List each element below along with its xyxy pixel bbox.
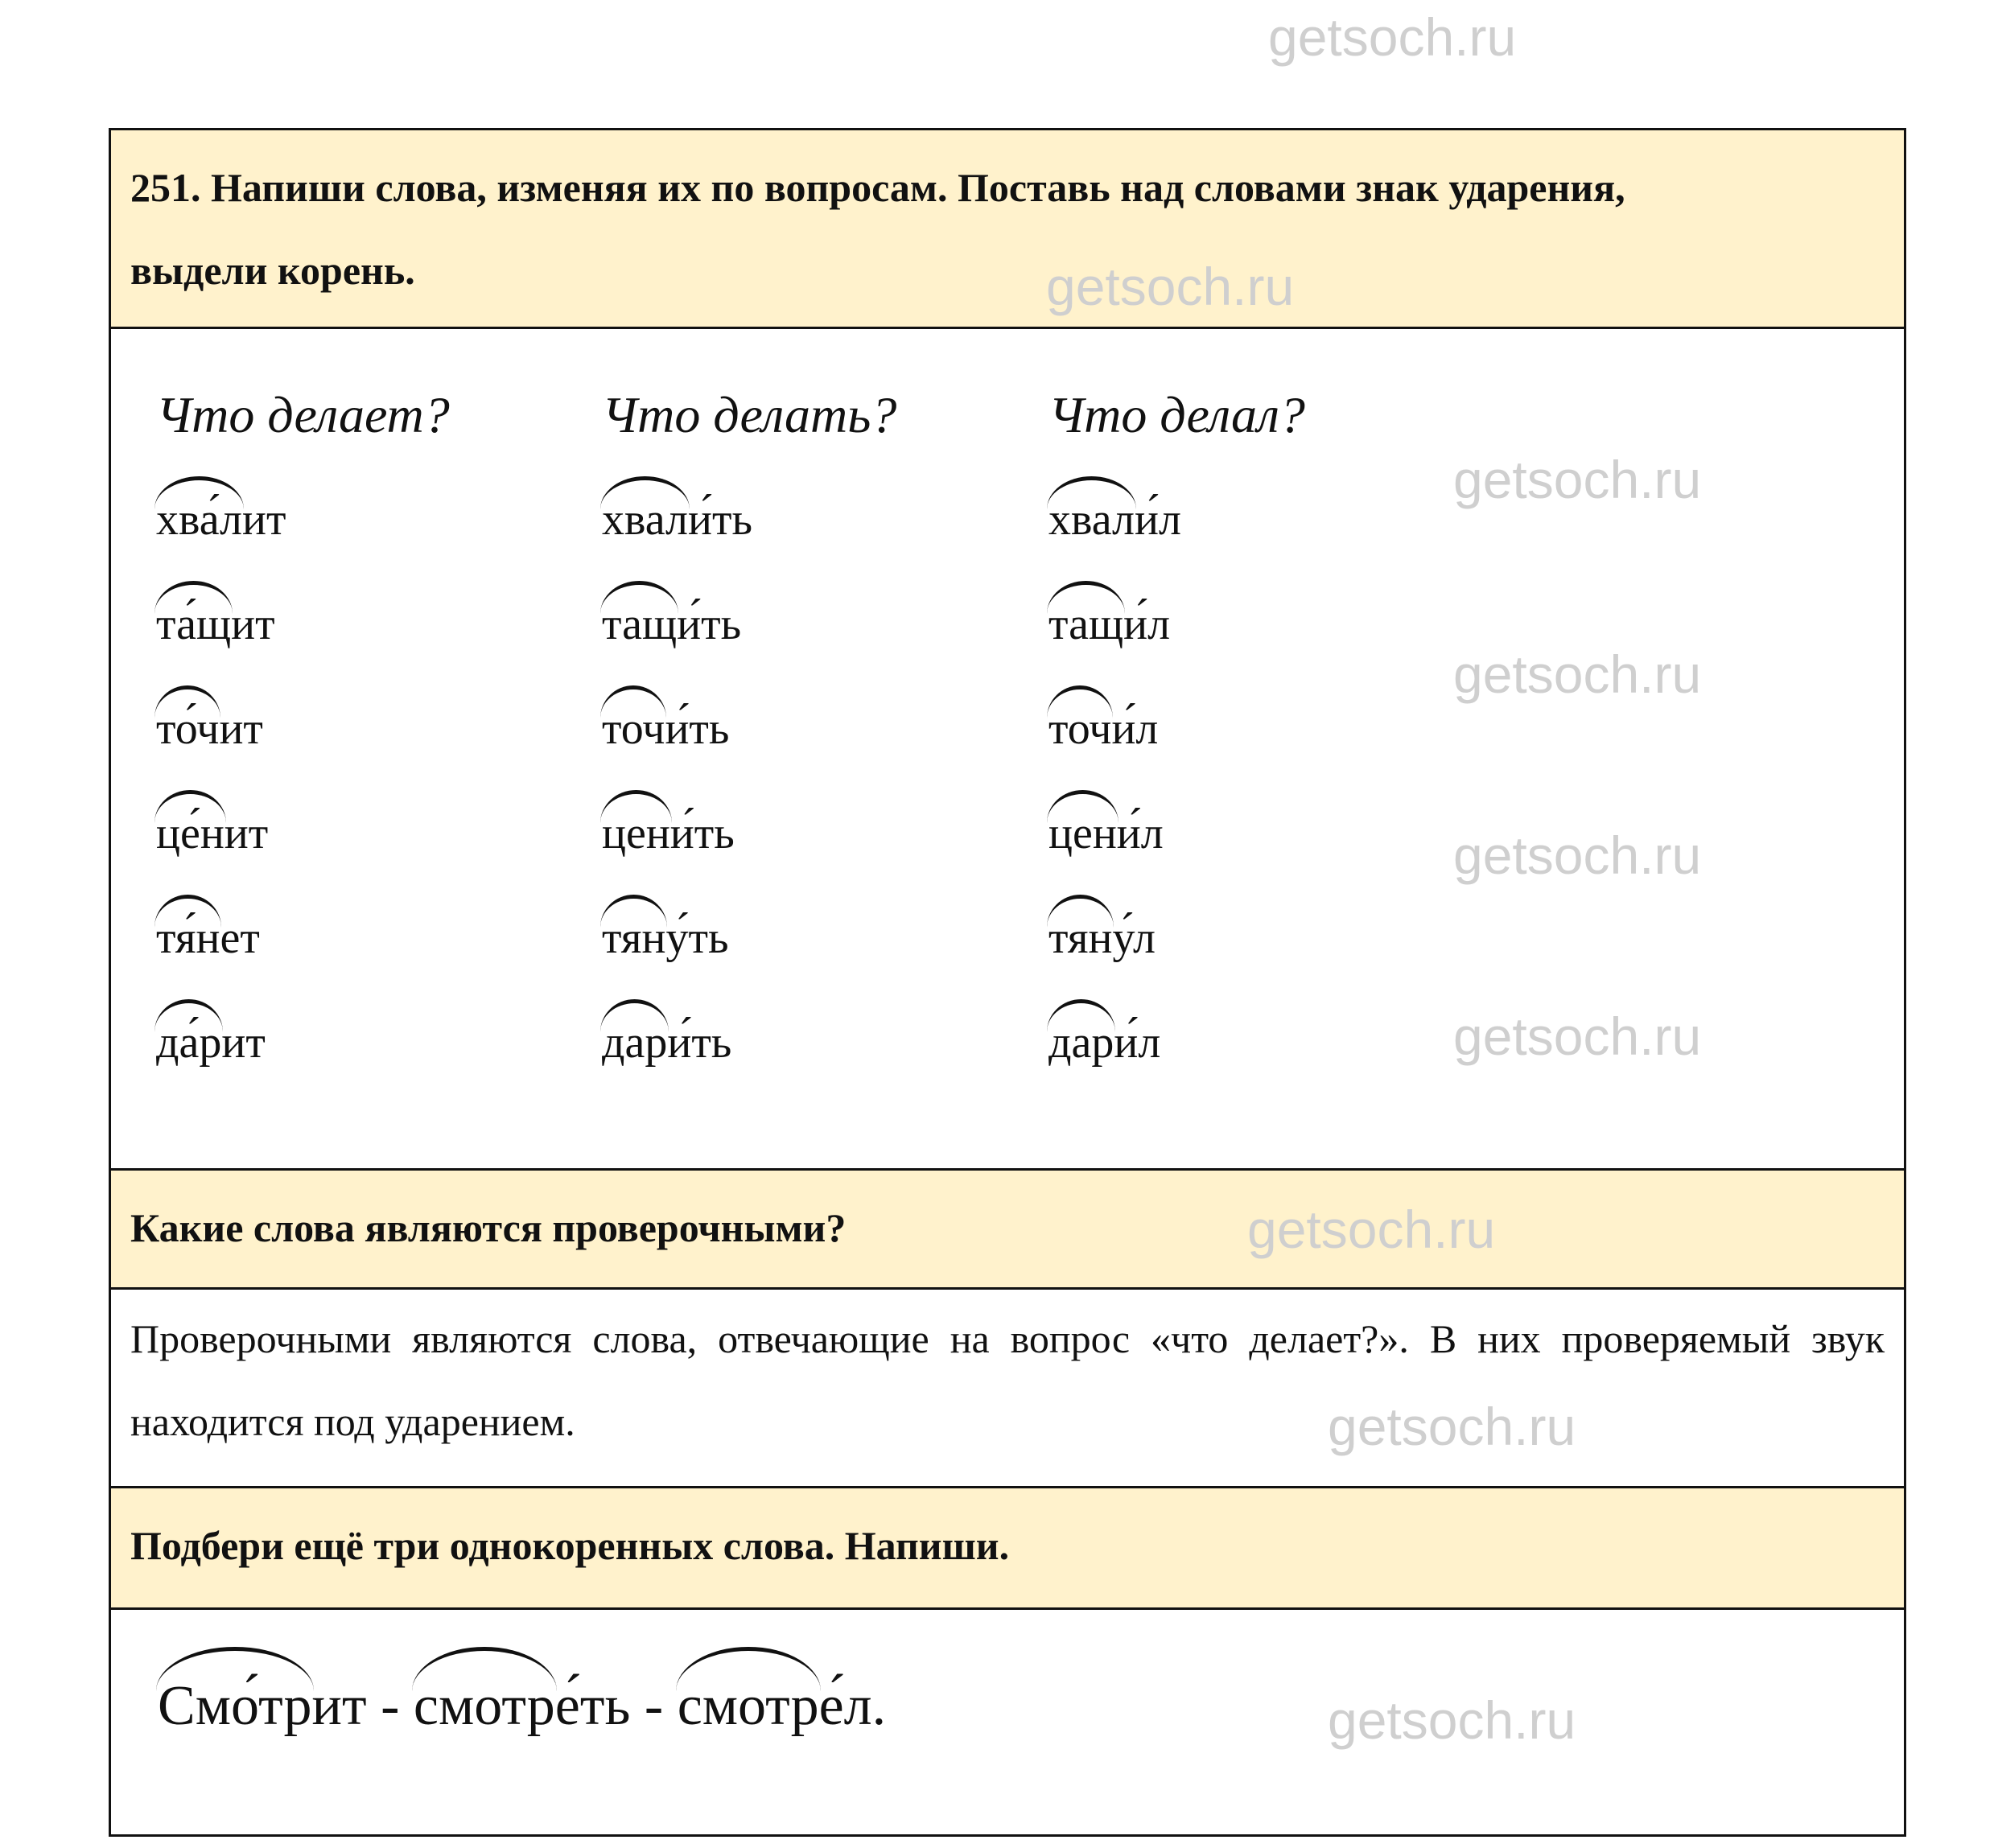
word-ending: и́л bbox=[1114, 1018, 1161, 1068]
word bbox=[156, 808, 268, 859]
word bbox=[602, 1017, 731, 1068]
word-ending: и́л bbox=[1123, 599, 1171, 649]
word-ending: и́л bbox=[1135, 495, 1181, 545]
word-root: да́р bbox=[156, 1018, 222, 1068]
related-words-line bbox=[158, 1674, 886, 1739]
word bbox=[156, 1017, 266, 1068]
word bbox=[156, 599, 275, 650]
word bbox=[156, 703, 263, 755]
word-ending: ит bbox=[221, 1018, 266, 1068]
word-ending: и́ть bbox=[667, 1018, 732, 1068]
word bbox=[1048, 494, 1181, 545]
word bbox=[1048, 599, 1170, 650]
word-ending: у́л bbox=[1112, 913, 1156, 963]
question-related-words bbox=[111, 1488, 1904, 1610]
word-root: цен bbox=[602, 809, 670, 858]
word-root: точ bbox=[1048, 704, 1112, 754]
word-ending: ет bbox=[220, 913, 260, 963]
column-heading: Что делал? bbox=[1048, 386, 1305, 443]
word bbox=[1048, 912, 1156, 964]
word-root: тащ bbox=[1048, 599, 1124, 649]
word-ending: и́л bbox=[1116, 809, 1164, 858]
word-ending: и́л bbox=[1111, 704, 1159, 754]
word-ending: и́ть bbox=[677, 599, 742, 649]
word-ending: и́ть bbox=[669, 809, 735, 858]
column-heading: Что делать? bbox=[602, 386, 897, 443]
watermark: getsoch.ru bbox=[1046, 257, 1295, 316]
word bbox=[602, 912, 728, 964]
word-root: тя́н bbox=[156, 913, 220, 963]
watermark: getsoch.ru bbox=[1453, 825, 1702, 885]
word bbox=[602, 808, 735, 859]
answer-related-words bbox=[111, 1610, 1904, 1837]
question-check-words bbox=[111, 1171, 1904, 1290]
watermark: getsoch.ru bbox=[1247, 1200, 1496, 1259]
word-root: та́щ bbox=[156, 599, 232, 649]
word-root: хвал bbox=[602, 495, 688, 545]
word-root: смотр bbox=[677, 1675, 819, 1737]
word bbox=[1048, 1017, 1160, 1068]
watermark: getsoch.ru bbox=[1453, 1006, 1702, 1066]
watermark: getsoch.ru bbox=[1453, 644, 1702, 704]
word-root: точ bbox=[602, 704, 665, 754]
word-root: цен bbox=[1048, 809, 1117, 858]
word bbox=[602, 703, 729, 755]
word-ending: ит - bbox=[311, 1675, 414, 1737]
task-title-line2: выдели корень. bbox=[130, 248, 415, 293]
question-text: Какие слова являются проверочными? bbox=[130, 1205, 847, 1250]
word-ending: е́л. bbox=[818, 1675, 887, 1737]
answer-text: Проверочными являются слова, отвечающие на вопрос «что делает?». В них проверяемый звук находится под ударением. bbox=[130, 1316, 1885, 1444]
word-root: хва́л bbox=[156, 495, 242, 545]
word bbox=[1048, 703, 1158, 755]
word-ending: и́ть bbox=[665, 704, 730, 754]
word-root: дар bbox=[1048, 1018, 1114, 1068]
exercise-table bbox=[109, 128, 1906, 1837]
word-ending: и́ть bbox=[688, 495, 752, 545]
watermark: getsoch.ru bbox=[1453, 450, 1702, 509]
word-root: хвал bbox=[1048, 495, 1135, 545]
word-root: смотр bbox=[413, 1675, 555, 1737]
watermark: getsoch.ru bbox=[1328, 1397, 1576, 1456]
word-root: це́н bbox=[156, 809, 225, 858]
word-root: тащ bbox=[602, 599, 678, 649]
watermark: getsoch.ru bbox=[1328, 1690, 1576, 1750]
question-text: Подбери ещё три однокоренных слова. Напиши. bbox=[130, 1523, 1010, 1568]
word-root: Смо́тр bbox=[158, 1675, 312, 1737]
word bbox=[1048, 808, 1164, 859]
task-header bbox=[111, 130, 1904, 329]
word-ending: е́ть - bbox=[554, 1675, 678, 1737]
word-ending: у́ть bbox=[665, 913, 729, 963]
watermark: getsoch.ru bbox=[1268, 7, 1517, 67]
word-ending: ит bbox=[224, 809, 269, 858]
word-ending: ит bbox=[231, 599, 275, 649]
word bbox=[602, 494, 752, 545]
word-ending: ит bbox=[219, 704, 263, 754]
word bbox=[602, 599, 741, 650]
word-root: дар bbox=[602, 1018, 668, 1068]
word-root: тян bbox=[1048, 913, 1113, 963]
column-heading: Что делает? bbox=[156, 386, 450, 443]
answer-check-words bbox=[111, 1290, 1904, 1488]
task-title-line1: 251. Напиши слова, изменяя их по вопросам. Поставь над словами знак ударения, bbox=[130, 165, 1625, 210]
word-ending: ит bbox=[242, 495, 286, 545]
word-root: то́ч bbox=[156, 704, 220, 754]
word-root: тян bbox=[602, 913, 666, 963]
word bbox=[156, 912, 260, 964]
words-section bbox=[111, 329, 1904, 1171]
word bbox=[156, 494, 286, 545]
